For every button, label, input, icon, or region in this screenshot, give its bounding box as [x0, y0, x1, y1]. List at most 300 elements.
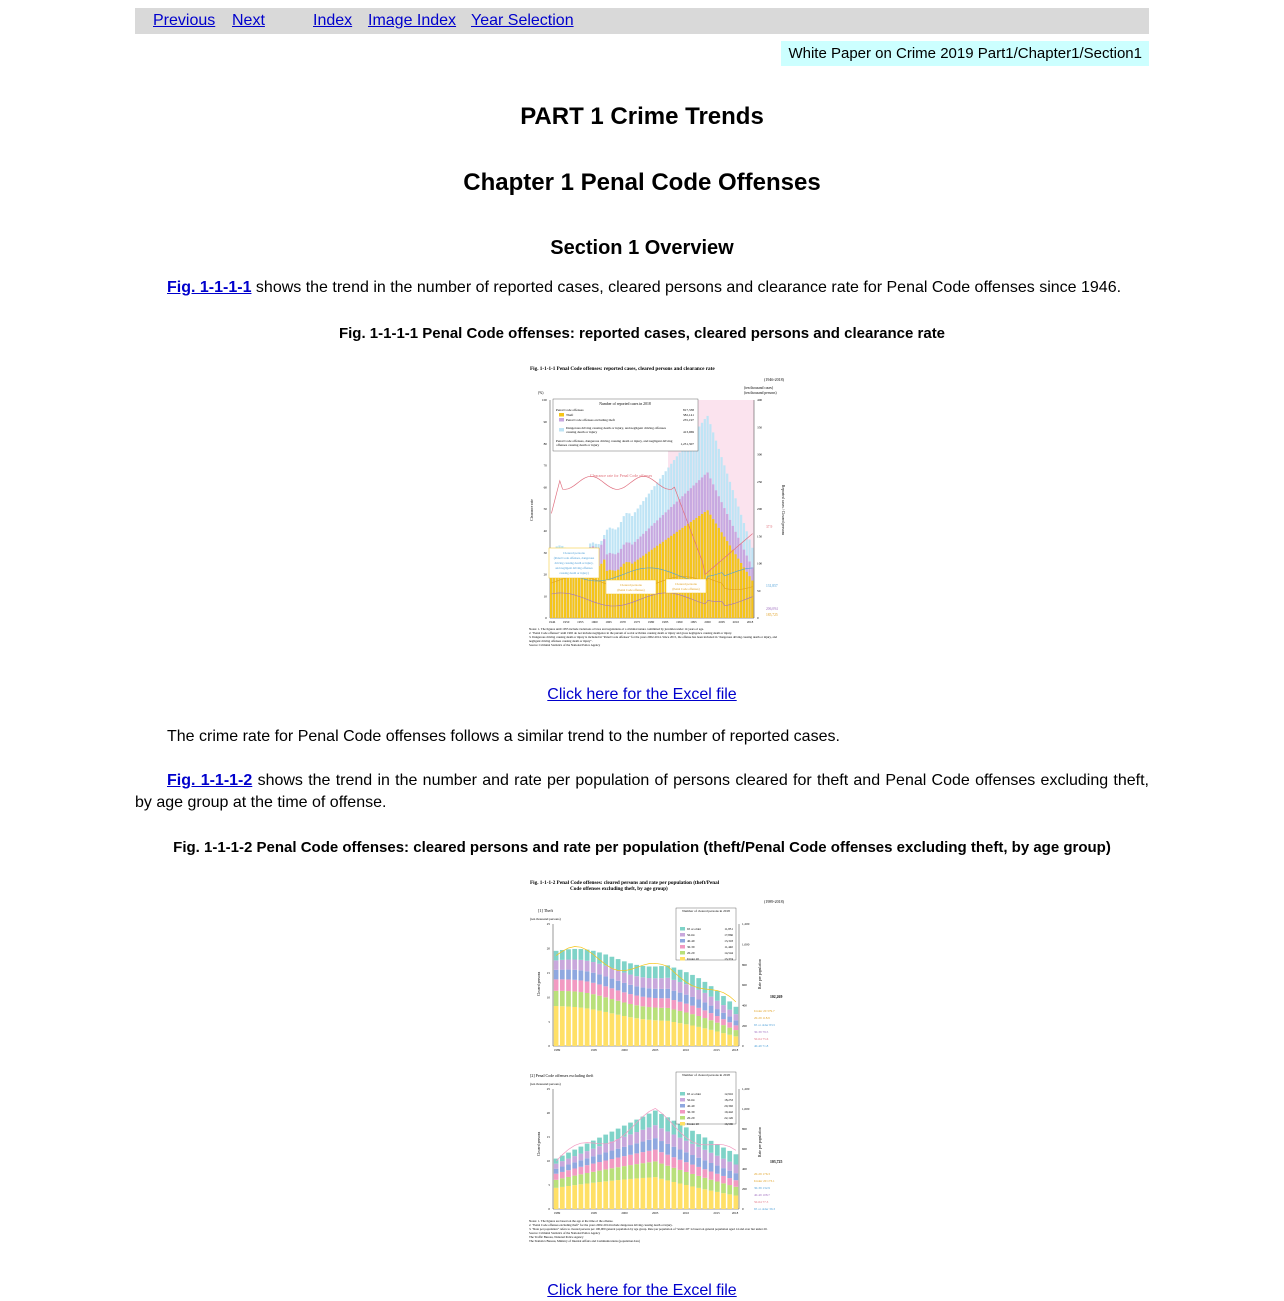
fig2-stacked-bar-segment	[610, 1168, 615, 1180]
fig1-left-tick-label: 30	[543, 550, 547, 555]
image-index-link[interactable]: Image Index	[368, 12, 457, 29]
fig2-stacked-bar-segment	[672, 1000, 677, 1009]
fig2-stacked-bar-segment	[572, 1168, 577, 1175]
fig2-note-5: The Statistics Bureau, Ministry of Internal Affairs and Communications (population data)	[529, 1238, 640, 1243]
fig2-stacked-bar-segment	[659, 1164, 664, 1179]
fig2-stacked-bar-segment	[634, 1018, 639, 1046]
fig2-stacked-bar-segment	[566, 979, 571, 991]
fig2-stacked-bar-segment	[665, 978, 670, 989]
fig2-stacked-bar-segment	[641, 1130, 646, 1142]
fig2-stacked-bar-segment	[665, 1144, 670, 1155]
fig2-stacked-bar-segment	[678, 982, 683, 993]
paragraph-fig2-intro	[135, 770, 1149, 814]
fig2-stacked-bar-segment	[622, 1137, 627, 1147]
fig2-stacked-bar-segment	[641, 977, 646, 987]
fig2-stacked-bar-segment	[610, 1013, 615, 1046]
fig2-stacked-bar-segment	[616, 1015, 621, 1046]
fig2-stacked-bar-segment	[579, 1160, 584, 1166]
fig2-stacked-bar-segment	[554, 960, 559, 970]
fig2-stacked-bar-segment	[591, 994, 596, 1009]
fig2-stacked-bar-segment	[709, 1020, 714, 1030]
fig2-stacked-bar-segment	[597, 1011, 602, 1046]
fig1-x-tick-label: 1960	[591, 620, 598, 624]
fig2-stacked-bar-segment	[554, 991, 559, 1006]
fig2-stacked-bar-segment	[603, 1144, 608, 1153]
fig2-stacked-bar-segment	[672, 1009, 677, 1022]
fig1-x-tick-label: 1975	[633, 620, 641, 624]
fig2-legend-value: 17,866	[724, 933, 733, 937]
fig2-stacked-bar-segment	[554, 1164, 559, 1169]
fig2-panel2-end-labels	[754, 1172, 775, 1211]
fig2-stacked-bar-segment	[721, 1168, 726, 1176]
fig2-x-tick-label: 2015	[713, 1211, 720, 1215]
fig2-legend-swatch	[680, 939, 685, 943]
fig2-stacked-bar-segment	[721, 1148, 726, 1159]
fig2-stacked-bar-segment	[634, 1143, 639, 1153]
fig2-stacked-bar-segment	[703, 982, 708, 993]
fig2-stacked-bar-segment	[703, 993, 708, 1002]
fig2-stacked-bar-segment	[610, 957, 615, 968]
fig1-box1-line-0: Cleared persons	[563, 551, 585, 555]
fig2-stacked-bar-segment	[554, 1174, 559, 1180]
fig2-stacked-bar-segment	[560, 979, 565, 991]
fig2-stacked-bar-segment	[603, 997, 608, 1012]
fig2-stacked-bar-segment	[734, 1180, 739, 1187]
breadcrumb: White Paper on Crime 2019 Part1/Chapter1/Section1	[781, 41, 1149, 66]
fig2-stacked-bar-segment	[715, 991, 720, 1001]
fig2-panel1-end-labels	[754, 1009, 775, 1048]
fig2-stacked-bar-segment	[566, 970, 571, 980]
fig1-legend-title: Number of reported cases in 2018	[599, 402, 651, 406]
fig2-image-title-1: Fig. 1-1-1-2 Penal Code offenses: cleared persons and rate per population (theft/Penal	[530, 880, 720, 886]
index-link[interactable]: Index	[313, 12, 353, 29]
fig2-stacked-bar-segment	[591, 962, 596, 973]
fig2-stacked-bar-segment	[597, 1171, 602, 1182]
fig2-stacked-bar-segment	[647, 1007, 652, 1020]
fig2-stacked-bar-segment	[703, 1169, 708, 1178]
fig2-y-tick-label: 5	[548, 1019, 550, 1024]
fig2-stacked-bar-segment	[672, 1147, 677, 1158]
fig2-stacked-bar-segment	[560, 960, 565, 970]
fig1-right-tick-label: 0	[757, 616, 759, 621]
fig2-note-3: Source: Criminal Statistics of the National Police Agency	[529, 1230, 601, 1235]
fig2-stacked-bar-segment	[628, 985, 633, 994]
fig2-stacked-bar-segment	[690, 1186, 695, 1209]
fig2-panel1-left-axis-label: Cleared persons	[537, 971, 541, 997]
fig2-x-tick-label: 2018	[731, 1048, 739, 1052]
fig1-right-tick-label: 100	[757, 561, 763, 566]
fig2-stacked-bar-segment	[653, 1177, 658, 1209]
fig1-bar-theft	[709, 515, 711, 618]
fig1-legend-value-4: 1,231,307	[680, 442, 694, 446]
fig2-stacked-bar-segment	[709, 1191, 714, 1209]
fig2-stacked-bar-segment	[597, 1154, 602, 1162]
fig1-bar-theft	[720, 532, 722, 618]
fig1-notes	[529, 628, 787, 664]
fig1-bar-theft	[737, 559, 739, 618]
fig2-legend-swatch	[680, 1104, 685, 1108]
fig2-stacked-bar-segment	[690, 1144, 695, 1155]
fig2-stacked-bar-segment	[628, 994, 633, 1004]
fig2-x-tick-label: 1989	[553, 1048, 561, 1052]
fig2-stacked-bar-segment	[579, 1184, 584, 1209]
fig1-x-tick-label: 2000	[704, 620, 711, 624]
fig2-stacked-bar-segment	[610, 999, 615, 1013]
fig2-stacked-bar-segment	[603, 966, 608, 977]
fig1-end-value-2: 206,094	[766, 607, 778, 611]
fig1-left-tick-label: 90	[543, 420, 547, 424]
fig1-bar-theft	[600, 564, 602, 618]
year-selection-link[interactable]: Year Selection	[471, 12, 574, 29]
fig1-end-value-0: 37.9	[766, 525, 773, 529]
fig2-stacked-bar-segment	[727, 1022, 732, 1027]
fig2-stacked-bar-segment	[603, 1012, 608, 1046]
fig2-stacked-bar-segment	[579, 1147, 584, 1154]
paragraph-text: shows the trend in the number of reported cases, cleared persons and clearance rate for Penal Code offenses since 1946.	[251, 279, 1122, 296]
fig2-stacked-bar-segment	[672, 1157, 677, 1168]
fig2-stacked-bar-segment	[684, 1152, 689, 1162]
fig1-bar-theft	[684, 526, 686, 618]
fig1-right-tick-label: 50	[757, 588, 761, 593]
fig2-stacked-bar-segment	[727, 1028, 732, 1035]
fig2-panel2-right-axis-label: Rate per population	[758, 1127, 762, 1157]
fig1-box1-line-4: causing death or injury)	[559, 571, 589, 575]
fig2-stacked-bar-segment	[653, 1020, 658, 1046]
fig2-legend-swatch	[680, 1098, 685, 1102]
fig2-stacked-bar-segment	[734, 1030, 739, 1036]
fig2-stacked-bar-segment	[634, 986, 639, 995]
fig2-stacked-bar-segment	[690, 1165, 695, 1174]
fig2-stacked-bar-segment	[690, 1026, 695, 1046]
fig1-bar-theft	[718, 528, 720, 618]
fig2-stacked-bar-segment	[727, 1171, 732, 1178]
fig2-stacked-bar-segment	[690, 1174, 695, 1187]
fig2-stacked-bar-segment	[622, 1156, 627, 1166]
fig2-stacked-bar-segment	[622, 1002, 627, 1016]
fig2-stacked-bar-segment	[603, 1152, 608, 1160]
fig1-legend-value-0: 817,338	[682, 408, 694, 412]
fig2-legend-swatch	[680, 933, 685, 937]
fig2-y-tick-label: 10	[546, 995, 550, 1000]
fig2-stacked-bar-segment	[659, 978, 664, 989]
fig2-legend1-title: Number of cleared persons in 2018	[682, 909, 730, 913]
fig2-stacked-bar-segment	[696, 990, 701, 1000]
fig2-stacked-bar-segment	[653, 1161, 658, 1177]
fig2-end-label: 50-64 75.6	[754, 1037, 769, 1041]
fig2-stacked-bar-segment	[566, 1153, 571, 1159]
fig2-stacked-bar-segment	[560, 970, 565, 980]
fig2-stacked-bar-segment	[560, 1161, 565, 1166]
fig2-end-label: 20-29 176.3	[754, 1172, 770, 1176]
fig2-legend-label: 65 or older	[687, 927, 701, 931]
fig2-stacked-bar-segment	[734, 1165, 739, 1174]
fig2-stacked-bar-segment	[585, 1151, 590, 1158]
fig1-bar-theft	[606, 571, 608, 618]
fig2-stacked-bar-segment	[603, 1160, 608, 1169]
fig2-legend-value: 20,392	[724, 1104, 733, 1108]
fig2-stacked-bar-segment	[653, 967, 658, 979]
fig2-stacked-bar-segment	[591, 1164, 596, 1172]
fig2-stacked-bar-segment	[616, 1149, 621, 1158]
fig2-legend-value: 14,544	[724, 951, 733, 955]
fig2-stacked-bar-segment	[678, 1184, 683, 1209]
fig1-bar-theft	[695, 518, 697, 618]
previous-link[interactable]: Previous	[153, 12, 216, 29]
fig2-panel1-title: [1] Theft	[538, 908, 553, 913]
fig2-stacked-bar-segment	[610, 1151, 615, 1159]
fig1-left-unit: (%)	[538, 391, 544, 395]
fig2-stacked-bar-segment	[560, 1006, 565, 1046]
fig1-x-tick-label: 1995	[690, 620, 697, 624]
fig2-stacked-bar-segment	[721, 996, 726, 1005]
fig1-bar-theft	[726, 541, 728, 618]
fig2-stacked-bar-segment	[585, 981, 590, 993]
fig2-stacked-bar-segment	[703, 1178, 708, 1189]
fig2-stacked-bar-segment	[672, 1022, 677, 1046]
fig2-stacked-bar-segment	[572, 1150, 577, 1156]
fig2-stacked-bar-segment	[597, 1182, 602, 1209]
fig2-stacked-bar-segment	[659, 998, 664, 1008]
fig2-stacked-bar-segment	[572, 991, 577, 1007]
figure-1-image	[526, 360, 788, 666]
fig1-bar-theft	[748, 576, 750, 618]
fig2-legend-value: 16,596	[724, 1122, 733, 1126]
fig2-stacked-bar-segment	[703, 1137, 708, 1149]
fig2-stacked-bar-segment	[684, 1172, 689, 1185]
fig2-stacked-bar-segment	[684, 984, 689, 994]
fig2-stacked-bar-segment	[597, 1146, 602, 1154]
fig2-stacked-bar-segment	[709, 1030, 714, 1046]
fig2-stacked-bar-segment	[684, 995, 689, 1004]
fig2-stacked-bar-segment	[696, 1176, 701, 1188]
fig2-stacked-bar-segment	[715, 1192, 720, 1209]
fig2-x-tick-label: 1995	[590, 1048, 598, 1052]
fig2-legend-swatch	[680, 951, 685, 955]
fig1-legend-value-1: 582,141	[682, 413, 694, 417]
fig2-stacked-bar-segment	[665, 1117, 670, 1131]
fig2-rate-tick-label: 800	[742, 962, 747, 967]
figure-1-caption: Fig. 1-1-1-1 Penal Code offenses: reported cases, cleared persons and clearance rate	[338, 325, 946, 342]
fig2-stacked-bar-segment	[554, 970, 559, 980]
fig2-stacked-bar-segment	[727, 1001, 732, 1009]
fig2-stacked-bar-segment	[641, 988, 646, 997]
next-link[interactable]: Next	[232, 12, 265, 29]
fig1-bar-theft	[679, 530, 681, 618]
fig1-bar-theft	[740, 563, 742, 618]
fig1-box2-line-1: (Penal Code offenses)	[617, 588, 645, 592]
fig2-stacked-bar-segment	[696, 1016, 701, 1027]
fig2-stacked-bar-segment	[672, 980, 677, 991]
fig2-stacked-bar-segment	[579, 949, 584, 960]
fig2-y-tick-label: 20	[546, 946, 550, 951]
fig2-legend-swatch	[680, 957, 685, 961]
fig2-stacked-bar-segment	[721, 1033, 726, 1046]
fig2-legend-swatch	[680, 1116, 685, 1120]
fig2-stacked-bar-segment	[659, 1021, 664, 1046]
fig2-legend-swatch	[680, 945, 685, 949]
fig2-stacked-bar-segment	[579, 970, 584, 980]
fig2-stacked-bar-segment	[659, 989, 664, 998]
fig2-stacked-bar-segment	[597, 974, 602, 984]
fig2-x-tick-label: 2018	[731, 1211, 739, 1215]
excel-file-link-1[interactable]: Click here for the Excel file	[547, 686, 737, 703]
fig2-stacked-bar-segment	[734, 1196, 739, 1209]
fig1-bar-theft	[659, 544, 661, 618]
fig2-stacked-bar-segment	[579, 1008, 584, 1046]
fig2-stacked-bar-segment	[659, 1152, 664, 1163]
fig2-stacked-bar-segment	[554, 1180, 559, 1188]
fig2-stacked-bar-segment	[554, 1188, 559, 1209]
fig2-stacked-bar-segment	[579, 1167, 584, 1174]
paragraph-text: shows the trend in the number and rate per population of persons cleared for theft and Penal Code offenses excluding theft, by age group at the time of offense.	[135, 772, 1149, 811]
fig2-stacked-bar-segment	[703, 1002, 708, 1010]
fig2-legend-value: 11,851	[724, 927, 733, 931]
fig2-rate-tick-label: 800	[742, 1127, 747, 1132]
fig2-legend-label: 30-39	[687, 1110, 695, 1114]
fig2-y-tick-label: 25	[546, 922, 550, 927]
fig2-stacked-bar-segment	[647, 998, 652, 1008]
fig2-x-tick-label: 2010	[682, 1048, 690, 1052]
fig-1-1-1-1-link[interactable]: Fig. 1-1-1-1	[167, 279, 252, 296]
fig2-stacked-bar-segment	[641, 1163, 646, 1178]
fig2-legend-label: Under 20	[687, 1122, 699, 1126]
fig2-stacked-bar-segment	[591, 951, 596, 962]
fig1-bar-theft	[698, 516, 700, 618]
fig2-stacked-bar-segment	[709, 1172, 714, 1180]
fig2-stacked-bar-segment	[616, 959, 621, 970]
fig2-rate-tick-label: 1,200	[742, 922, 750, 927]
fig2-stacked-bar-segment	[622, 1166, 627, 1179]
fig1-left-tick-label: 60	[543, 485, 547, 490]
fig2-x-tick-label: 1989	[553, 1211, 561, 1215]
fig2-stacked-bar-segment	[560, 991, 565, 1006]
fig2-stacked-bar-segment	[678, 1170, 683, 1184]
fig2-stacked-bar-segment	[678, 1138, 683, 1150]
fig2-rate-tick-label: 1,000	[742, 942, 750, 947]
fig2-stacked-bar-segment	[659, 1008, 664, 1021]
fig2-note-2: 3. "Rate per population" refers to cleared persons per 100,000 general population by age group. Rate per population of "under 20" is based on general population aged 14 and over but under 20.	[529, 1226, 768, 1231]
fig2-stacked-bar-segment	[647, 1020, 652, 1046]
fig2-end-label: 40-49 108.7	[754, 1193, 770, 1197]
fig2-stacked-bar-segment	[647, 988, 652, 997]
fig2-stacked-bar-segment	[634, 1178, 639, 1209]
fig2-image-title-2: Code offenses excluding theft, by age group)	[570, 886, 668, 892]
fig1-left-tick-label: 100	[541, 398, 547, 403]
fig2-stacked-bar-segment	[672, 1135, 677, 1147]
fig2-stacked-bar-segment	[641, 1178, 646, 1209]
fig2-stacked-bar-segment	[684, 1141, 689, 1153]
fig1-right-tick-label: 400	[757, 398, 763, 403]
fig2-stacked-bar-segment	[715, 1009, 720, 1016]
fig2-stacked-bar-segment	[684, 1185, 689, 1209]
fig2-stacked-bar-segment	[616, 981, 621, 991]
fig1-x-tick-label: 1980	[647, 620, 655, 624]
fig2-end-label: 30-39 132.9	[754, 1186, 770, 1190]
fig2-stacked-bar-segment	[616, 1001, 621, 1015]
fig2-stacked-bar-segment	[634, 996, 639, 1006]
fig2-legend-swatch	[680, 1110, 685, 1114]
fig2-y-tick-label: 15	[546, 1135, 550, 1140]
fig2-rate-tick-label: 400	[742, 1167, 747, 1172]
fig2-stacked-bar-segment	[603, 954, 608, 965]
fig2-stacked-bar-segment	[560, 1167, 565, 1172]
fig2-stacked-bar-segment	[622, 983, 627, 992]
fig1-left-tick-label: 0	[545, 616, 547, 621]
fig1-bar-theft	[690, 522, 692, 618]
fig2-x-tick-label: 2015	[713, 1048, 720, 1052]
fig2-stacked-bar-segment	[622, 973, 627, 983]
fig2-stacked-bar-segment	[690, 997, 695, 1006]
fig2-panel2-left-axis-label: Cleared persons	[537, 1131, 541, 1157]
excel-file-link-2[interactable]: Click here for the Excel file	[547, 1282, 737, 1299]
fig2-stacked-bar-segment	[653, 1150, 658, 1162]
fig2-stacked-bar-segment	[641, 1019, 646, 1046]
fig1-bar-theft	[715, 524, 717, 619]
fig2-stacked-bar-segment	[647, 966, 652, 978]
fig2-stacked-bar-segment	[622, 1147, 627, 1156]
fig2-stacked-bar-segment	[566, 1170, 571, 1177]
fig2-legend-value: 19,442	[724, 1110, 733, 1114]
fig2-stacked-bar-segment	[603, 1169, 608, 1181]
fig2-x-tick-label: 1995	[590, 1211, 598, 1215]
fig2-panel2-unit: (ten thousand persons)	[530, 1082, 561, 1086]
fig2-stacked-bar-segment	[715, 1144, 720, 1156]
fig2-end-label: 20-29 118.9	[754, 1016, 770, 1020]
fig1-bar-theft	[662, 542, 664, 618]
fig1-note-0: Notes: 1. The figures until 1955 include violations of laws and regulations of a criminal nature committed by juveniles under 14 years of age.	[529, 628, 704, 631]
fig2-stacked-bar-segment	[572, 1156, 577, 1162]
fig2-stacked-bar-segment	[641, 997, 646, 1007]
paragraph-fig1-intro	[135, 277, 1149, 299]
fig2-stacked-bar-segment	[653, 1125, 658, 1138]
fig2-stacked-bar-segment	[597, 964, 602, 975]
fig1-legend-value-3: 413,969	[682, 430, 694, 434]
fig2-stacked-bar-segment	[734, 1007, 739, 1014]
fig2-stacked-bar-segment	[696, 1188, 701, 1209]
fig2-stacked-bar-segment	[721, 1005, 726, 1013]
fig2-stacked-bar-segment	[572, 1162, 577, 1168]
fig2-stacked-bar-segment	[610, 1181, 615, 1209]
fig2-stacked-bar-segment	[628, 1179, 633, 1209]
fig2-stacked-bar-segment	[727, 1010, 732, 1017]
fig2-stacked-bar-segment	[579, 1174, 584, 1184]
fig2-stacked-bar-segment	[715, 1023, 720, 1032]
fig2-legend-swatch	[680, 1092, 685, 1096]
fig2-legend-label: 65 or older	[687, 1092, 701, 1096]
fig2-stacked-bar-segment	[734, 1020, 739, 1025]
fig2-stacked-bar-segment	[665, 1008, 670, 1021]
fig-1-1-1-2-link[interactable]: Fig. 1-1-1-2	[167, 772, 253, 789]
fig1-right-tick-label: 300	[757, 452, 763, 457]
fig1-image-title: Fig. 1-1-1-1 Penal Code offenses: reported cases, cleared persons and clearance rate	[530, 366, 715, 372]
fig1-x-tick-label: 2005	[718, 620, 725, 624]
fig2-stacked-bar-segment	[653, 989, 658, 998]
fig2-stacked-bar-segment	[610, 979, 615, 989]
fig2-stacked-bar-segment	[641, 1152, 646, 1163]
fig2-stacked-bar-segment	[572, 970, 577, 980]
fig2-stacked-bar-segment	[572, 949, 577, 960]
chapter-title: Chapter 1 Penal Code Offenses	[463, 169, 821, 196]
fig2-stacked-bar-segment	[696, 1167, 701, 1176]
fig2-stacked-bar-segment	[734, 1154, 739, 1164]
fig1-bar-theft	[687, 524, 689, 618]
fig2-stacked-bar-segment	[560, 1178, 565, 1187]
fig2-stacked-bar-segment	[703, 1189, 708, 1209]
fig2-stacked-bar-segment	[703, 1028, 708, 1046]
fig2-stacked-bar-segment	[585, 1158, 590, 1165]
fig2-rate-tick-label: 1,200	[742, 1087, 750, 1092]
fig2-legend-label: 50-64	[687, 1098, 695, 1102]
